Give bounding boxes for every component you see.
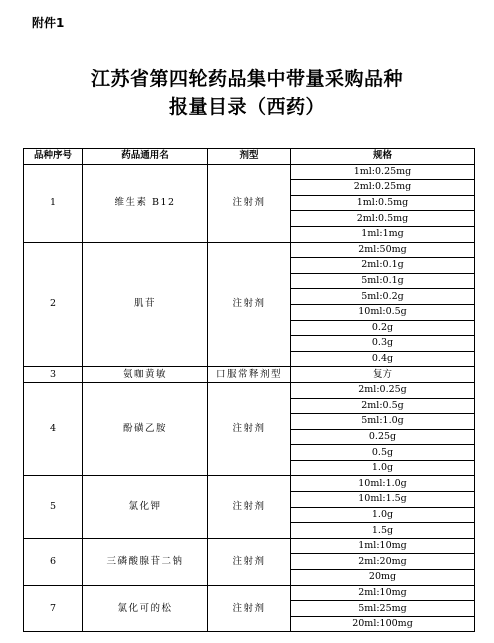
document-title-line-2: 报量目录（西药）	[168, 96, 325, 118]
table-row	[24, 538, 475, 554]
dosage-form-cell: 注射剂	[208, 164, 291, 242]
dosage-form-cell: 注射剂	[208, 585, 291, 632]
item-number-cell: 6	[24, 538, 83, 585]
specification-cell: 0.5g	[291, 445, 475, 461]
generic-name-cell: 氯化可的松	[83, 585, 208, 632]
specification-cell: 20mg	[291, 570, 475, 586]
generic-name-cell: 氯化钾	[83, 476, 208, 538]
generic-name-cell: 肌苷	[83, 242, 208, 367]
specification-cell: 10ml:0.5g	[291, 304, 475, 320]
dosage-form-cell: 注射剂	[208, 538, 291, 585]
table-row	[24, 367, 475, 383]
generic-name-cell: 氨咖黄敏	[83, 367, 208, 383]
specification-cell: 0.2g	[291, 320, 475, 336]
specification-cell: 1.5g	[291, 523, 475, 539]
specification-cell: 2ml:0.5mg	[291, 211, 475, 227]
dosage-form-cell: 注射剂	[208, 382, 291, 476]
specification-cell: 1ml:10mg	[291, 538, 475, 554]
specification-cell: 5ml:0.2g	[291, 289, 475, 305]
item-number-cell: 7	[24, 585, 83, 632]
specification-cell: 复方	[291, 367, 475, 383]
item-number-cell: 1	[24, 164, 83, 242]
drug-catalog-table	[23, 148, 475, 632]
item-number-cell: 3	[24, 367, 83, 383]
table-row	[24, 476, 475, 492]
specification-cell: 1ml:0.25mg	[291, 164, 475, 180]
specification-cell: 2ml:20mg	[291, 554, 475, 570]
specification-cell: 20ml:100mg	[291, 616, 475, 632]
specification-cell: 10ml:1.5g	[291, 492, 475, 508]
table-row	[24, 242, 475, 258]
specification-cell: 5ml:0.1g	[291, 273, 475, 289]
dosage-form-cell: 注射剂	[208, 242, 291, 367]
table-row	[24, 164, 475, 180]
specification-cell: 1.0g	[291, 460, 475, 476]
header-specification: 规格	[291, 149, 475, 165]
dosage-form-cell: 注射剂	[208, 476, 291, 538]
specification-cell: 5ml:1.0g	[291, 414, 475, 430]
specification-cell: 0.3g	[291, 336, 475, 352]
generic-name-cell: 三磷酸腺苷二钠	[83, 538, 208, 585]
header-dosage-form: 剂型	[208, 149, 291, 165]
specification-cell: 2ml:0.25g	[291, 382, 475, 398]
specification-cell: 5ml:25mg	[291, 601, 475, 617]
attachment-label: 附件1	[32, 16, 65, 30]
document-title-line-1: 江苏省第四轮药品集中带量采购品种	[90, 68, 403, 90]
header-generic-name: 药品通用名	[83, 149, 208, 165]
dosage-form-cell: 口服常释剂型	[208, 367, 291, 383]
table-header-row	[24, 149, 475, 165]
specification-cell: 0.25g	[291, 429, 475, 445]
item-number-cell: 4	[24, 382, 83, 476]
item-number-cell: 5	[24, 476, 83, 538]
specification-cell: 2ml:50mg	[291, 242, 475, 258]
generic-name-cell: 维生素 B12	[83, 164, 208, 242]
specification-cell: 2ml:0.5g	[291, 398, 475, 414]
specification-cell: 1.0g	[291, 507, 475, 523]
specification-cell: 2ml:0.1g	[291, 258, 475, 274]
specification-cell: 10ml:1.0g	[291, 476, 475, 492]
item-number-cell: 2	[24, 242, 83, 367]
specification-cell: 1ml:1mg	[291, 226, 475, 242]
table-row	[24, 382, 475, 398]
table-body	[24, 164, 475, 632]
generic-name-cell: 酚磺乙胺	[83, 382, 208, 476]
table-row	[24, 585, 475, 601]
specification-cell: 2ml:0.25mg	[291, 180, 475, 196]
specification-cell: 2ml:10mg	[291, 585, 475, 601]
specification-cell: 0.4g	[291, 351, 475, 367]
specification-cell: 1ml:0.5mg	[291, 195, 475, 211]
header-item-number: 品种序号	[24, 149, 83, 165]
